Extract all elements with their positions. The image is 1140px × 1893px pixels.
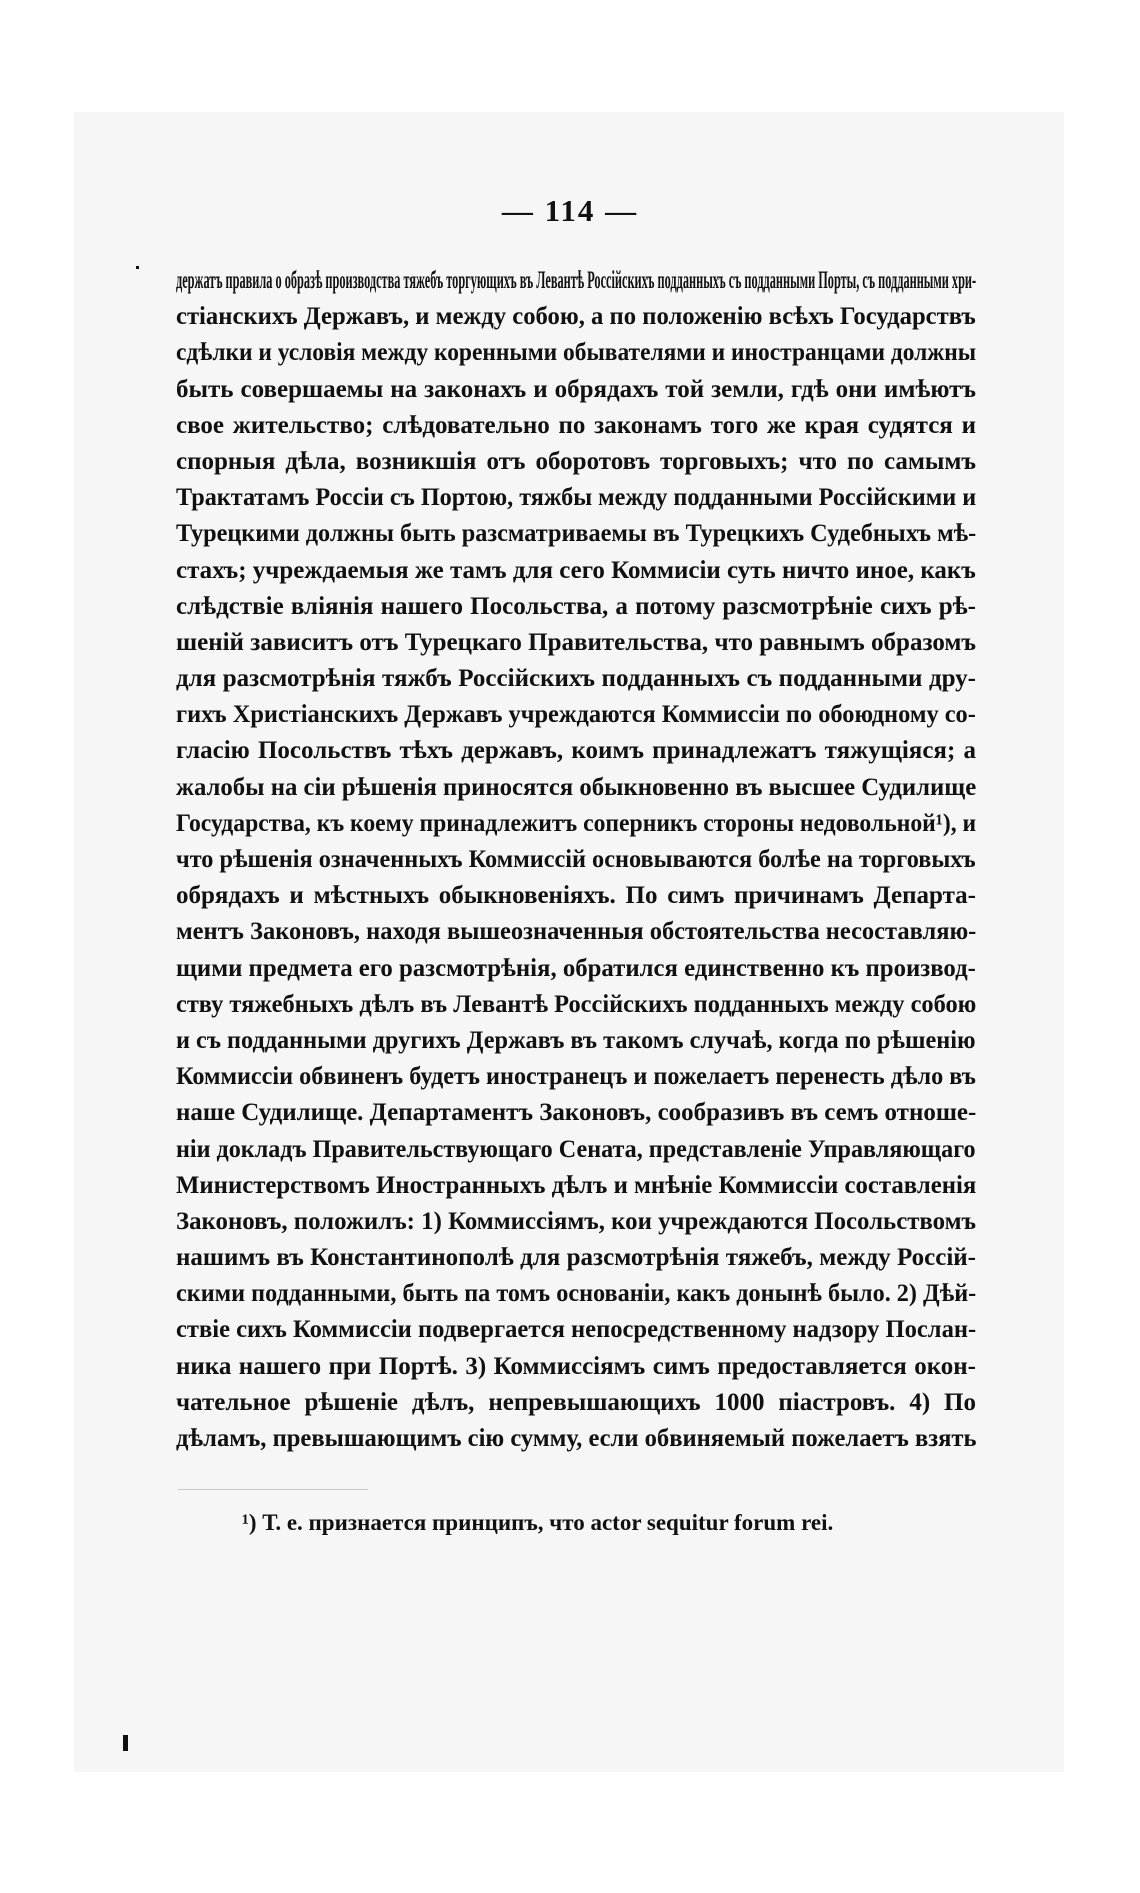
- text-line: стіанскихъ Державъ, и между собою, а по положенію всѣхъ Государствъ: [176, 303, 976, 331]
- text-line: что рѣшенія означенныхъ Коммиссій основываются болѣе на торговыхъ: [176, 846, 976, 873]
- text-line: ментъ Законовъ, находя вышеозначенныя обстоятельства несоставляю-: [176, 918, 977, 946]
- text-line: нашимъ въ Константинополѣ для разсмотрѣнія тяжебъ, между Россій-: [176, 1244, 976, 1272]
- text-line: ству тяжебныхъ дѣлъ въ Левантѣ Россійскихъ подданныхъ между собою: [176, 990, 977, 1018]
- text-line: наше Судилище. Департаментъ Законовъ, сообразивъ въ семъ отноше-: [176, 1099, 977, 1127]
- body-text: [176, 263, 976, 1457]
- text-line: Коммиссіи обвиненъ будетъ иностранецъ и пожелаетъ перенесть дѣло въ: [176, 1063, 976, 1091]
- footnote: ¹) Т. е. признается принципъ, что actor sequitur forum rei.: [242, 1510, 834, 1535]
- text-line: ника нашего при Портѣ. 3) Коммиссіямъ симъ предоставляется окон-: [176, 1352, 976, 1380]
- text-line: ніи докладъ Правительствующаго Сената, представленіе Управляющаго: [176, 1135, 976, 1163]
- text-line: стахъ; учреждаемыя же тамъ для сего Коммисіи суть ничто иное, какъ: [176, 556, 976, 584]
- ink-mark: [123, 1735, 128, 1751]
- text-line: Министерствомъ Иностранныхъ дѣлъ и мнѣніе Коммиссіи составленія: [176, 1171, 977, 1199]
- text-line: скими подданными, быть па томъ основаніи, какъ донынѣ было. 2) Дѣй-: [176, 1280, 977, 1308]
- text-line: Законовъ, положилъ: 1) Коммиссіямъ, кои учреждаются Посольствомъ: [176, 1207, 977, 1235]
- text-line: держатъ правила о образѣ производства тяжебъ торгующихъ въ Левантѣ Россійскихъ подданныхъ съ подданными Порты, съ подданными хри-: [176, 267, 977, 294]
- text-line: обрядахъ и мѣстныхъ обыкновеніяхъ. По симъ причинамъ Департа-: [176, 882, 976, 910]
- text-line: дѣламъ, превышающимъ сію сумму, если обвиняемый пожелаетъ взять: [176, 1425, 977, 1452]
- text-line: жалобы на сіи рѣшенія приносятся обыкновенно въ высшее Судилище: [176, 773, 977, 801]
- page-number: — 114 —: [501, 193, 639, 228]
- text-line: чательное рѣшеніе дѣлъ, непревышающихъ 1000 піастровъ. 4) По: [176, 1388, 976, 1416]
- text-line: и съ подданными другихъ Державъ въ такомъ случаѣ, когда по рѣшенію: [176, 1026, 976, 1054]
- text-line: шеній зависитъ отъ Турецкаго Правительства, что равнымъ образомъ: [176, 628, 976, 656]
- text-line: Трактатамъ Россіи съ Портою, тяжбы между подданными Россійскими и: [176, 484, 977, 512]
- text-line: спорныя дѣла, возникшія отъ оборотовъ торговыхъ; что по самымъ: [176, 447, 976, 475]
- text-line: слѣдствіе вліянія нашего Посольства, а потому разсмотрѣніе сихъ рѣ-: [176, 592, 976, 620]
- text-line: свое жительство; слѣдовательно по законамъ того же края судятся и: [176, 411, 976, 439]
- text-line: гихъ Христіанскихъ Державъ учреждаются Коммиссіи по обоюдному со-: [176, 701, 976, 729]
- text-line: гласію Посольствъ тѣхъ державъ, коимъ принадлежатъ тяжущіяся; а: [176, 737, 976, 765]
- text-line: Государства, къ коему принадлежитъ соперникъ стороны недовольной¹), и: [176, 809, 977, 837]
- text-line: сдѣлки и условія между коренными обывателями и иностранцами должны: [176, 339, 977, 367]
- footnote-rule: [178, 1489, 368, 1490]
- text-line: для разсмотрѣнія тяжбъ Россійскихъ подданныхъ съ подданными дру-: [176, 665, 976, 693]
- text-line: щими предмета его разсмотрѣнія, обратился единственно къ производ-: [176, 954, 976, 982]
- ink-speck: [136, 266, 139, 269]
- text-line: ствіе сихъ Коммиссіи подвергается непосредственному надзору Послан-: [176, 1316, 977, 1344]
- text-line: быть совершаемы на законахъ и обрядахъ той земли, гдѣ они имѣютъ: [176, 375, 976, 403]
- text-line: Турецкими должны быть разсматриваемы въ Турецкихъ Судебныхъ мѣ-: [176, 520, 977, 548]
